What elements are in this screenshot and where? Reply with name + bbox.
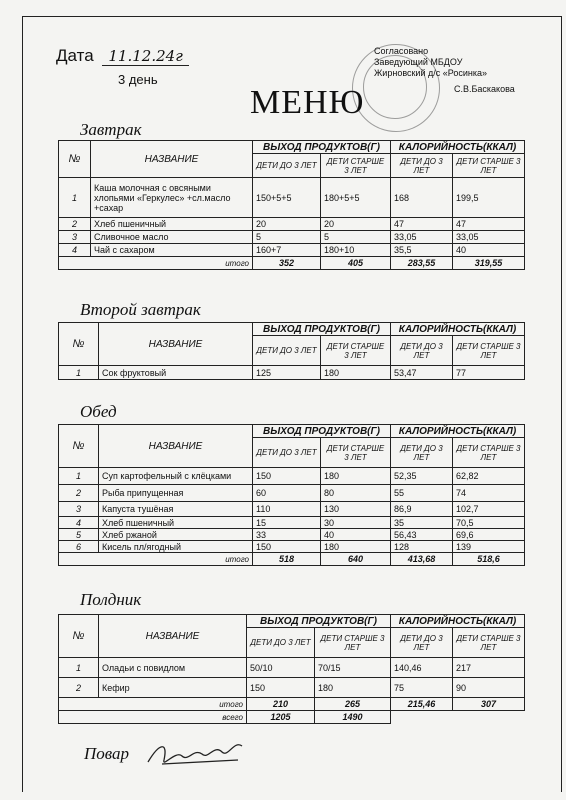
- dish-name: Хлеб ржаной: [99, 529, 253, 541]
- header-name: НАЗВАНИЕ: [99, 425, 253, 468]
- output-under3: 20: [253, 218, 321, 231]
- total-label: итого: [59, 257, 253, 270]
- grand-total-output-under3: 1205: [247, 711, 315, 724]
- header-name: НАЗВАНИЕ: [99, 615, 247, 658]
- header-under3: ДЕТИ ДО 3 ЛЕТ: [247, 628, 315, 658]
- row-number: 4: [59, 244, 91, 257]
- section-title-lunch: Обед: [80, 402, 117, 421]
- calories-over3: 199,5: [453, 178, 525, 218]
- calories-under3: 53,47: [391, 366, 453, 380]
- total-label: итого: [59, 698, 247, 711]
- section-title-snack: Полдник: [80, 590, 142, 609]
- breakfast-table: [58, 140, 525, 270]
- grand-total-label: всего: [59, 711, 247, 724]
- total-row: [59, 698, 525, 711]
- row-number: 4: [59, 517, 99, 529]
- row-number: 1: [59, 366, 99, 380]
- dish-name: Чай с сахаром: [91, 244, 253, 257]
- row-number: 2: [59, 218, 91, 231]
- row-number: 1: [59, 178, 91, 218]
- calories-under3: 35,5: [391, 244, 453, 257]
- calories-under3: 55: [391, 485, 453, 502]
- calories-over3: 77: [453, 366, 525, 380]
- dish-name: Суп картофельный с клёцками: [99, 468, 253, 485]
- table-row: [59, 678, 525, 698]
- row-number: 6: [59, 541, 99, 553]
- header-over3: ДЕТИ СТАРШЕ 3 ЛЕТ: [453, 438, 525, 468]
- dish-name: Хлеб пшеничный: [99, 517, 253, 529]
- total-calories-under3: 413,68: [391, 553, 453, 566]
- output-under3: 5: [253, 231, 321, 244]
- output-over3: 180: [321, 468, 391, 485]
- total-output-under3: 352: [253, 257, 321, 270]
- calories-over3: 40: [453, 244, 525, 257]
- date-value: 11.12.24г: [102, 47, 188, 66]
- output-over3: 80: [321, 485, 391, 502]
- header-under3: ДЕТИ ДО 3 ЛЕТ: [253, 438, 321, 468]
- cook-label: Повар: [84, 744, 130, 763]
- calories-under3: 56,43: [391, 529, 453, 541]
- header-over3: ДЕТИ СТАРШЕ 3 ЛЕТ: [453, 336, 525, 366]
- output-under3: 33: [253, 529, 321, 541]
- dish-name: Кисель пл/ягодный: [99, 541, 253, 553]
- output-over3: 5: [321, 231, 391, 244]
- calories-under3: 35: [391, 517, 453, 529]
- row-number: 2: [59, 678, 99, 698]
- header-under3: ДЕТИ ДО 3 ЛЕТ: [391, 438, 453, 468]
- total-calories-over3: 307: [453, 698, 525, 711]
- calories-over3: 69,6: [453, 529, 525, 541]
- output-over3: 40: [321, 529, 391, 541]
- approval-block: [374, 46, 515, 94]
- header-no: №: [59, 323, 99, 366]
- output-under3: 60: [253, 485, 321, 502]
- header-calories: КАЛОРИЙНОСТЬ(ККАЛ): [391, 425, 525, 438]
- dish-name: Хлеб пшеничный: [91, 218, 253, 231]
- signature-icon: [142, 734, 252, 774]
- header-over3: ДЕТИ СТАРШЕ 3 ЛЕТ: [453, 628, 525, 658]
- calories-over3: 62,82: [453, 468, 525, 485]
- total-row: [59, 257, 525, 270]
- row-number: 3: [59, 231, 91, 244]
- header-over3: ДЕТИ СТАРШЕ 3 ЛЕТ: [315, 628, 391, 658]
- header-under3: ДЕТИ ДО 3 ЛЕТ: [391, 336, 453, 366]
- approval-line: Жирновский д/с «Росинка»: [374, 68, 488, 78]
- total-row: [59, 553, 525, 566]
- header-over3: ДЕТИ СТАРШЕ 3 ЛЕТ: [321, 438, 391, 468]
- output-over3: 70/15: [315, 658, 391, 678]
- table-row: [59, 658, 525, 678]
- total-calories-over3: 518,6: [453, 553, 525, 566]
- calories-under3: 140,46: [391, 658, 453, 678]
- output-under3: 15: [253, 517, 321, 529]
- calories-over3: 139: [453, 541, 525, 553]
- table-row: [59, 517, 525, 529]
- grand-total-row: [59, 711, 525, 724]
- dish-name: Кефир: [99, 678, 247, 698]
- total-output-over3: 405: [321, 257, 391, 270]
- total-output-under3: 518: [253, 553, 321, 566]
- header-output: ВЫХОД ПРОДУКТОВ(Г): [253, 425, 391, 438]
- table-row: [59, 485, 525, 502]
- output-over3: 180+10: [321, 244, 391, 257]
- table-row: [59, 218, 525, 231]
- table-row: [59, 541, 525, 553]
- dish-name: Рыба припущенная: [99, 485, 253, 502]
- approval-line: Согласовано: [374, 46, 429, 56]
- calories-under3: 75: [391, 678, 453, 698]
- output-under3: 150: [253, 468, 321, 485]
- calories-over3: 90: [453, 678, 525, 698]
- header-output: ВЫХОД ПРОДУКТОВ(Г): [253, 323, 391, 336]
- output-over3: 180: [321, 366, 391, 380]
- calories-under3: 33,05: [391, 231, 453, 244]
- dish-name: Капуста тушёная: [99, 502, 253, 517]
- calories-over3: 47: [453, 218, 525, 231]
- header-under3: ДЕТИ ДО 3 ЛЕТ: [391, 628, 453, 658]
- table-row: [59, 231, 525, 244]
- row-number: 2: [59, 485, 99, 502]
- output-under3: 125: [253, 366, 321, 380]
- header-output: ВЫХОД ПРОДУКТОВ(Г): [247, 615, 391, 628]
- output-under3: 160+7: [253, 244, 321, 257]
- table-row: [59, 529, 525, 541]
- output-under3: 150+5+5: [253, 178, 321, 218]
- calories-under3: 128: [391, 541, 453, 553]
- dish-name: Каша молочная с овсяными хлопьями «Геркулес» +сл.масло +сахар: [91, 178, 253, 218]
- header-calories: КАЛОРИЙНОСТЬ(ККАЛ): [391, 141, 525, 154]
- output-over3: 180+5+5: [321, 178, 391, 218]
- page-title: МЕНЮ: [250, 84, 365, 121]
- total-calories-over3: 319,55: [453, 257, 525, 270]
- empty-cell: [453, 711, 525, 724]
- calories-over3: 74: [453, 485, 525, 502]
- header-calories: КАЛОРИЙНОСТЬ(ККАЛ): [391, 323, 525, 336]
- calories-under3: 52,35: [391, 468, 453, 485]
- calories-under3: 47: [391, 218, 453, 231]
- approval-name: С.В.Баскакова: [454, 84, 515, 94]
- calories-over3: 102,7: [453, 502, 525, 517]
- section-title-second-breakfast: Второй завтрак: [80, 300, 201, 319]
- row-number: 5: [59, 529, 99, 541]
- header-calories: КАЛОРИЙНОСТЬ(ККАЛ): [391, 615, 525, 628]
- row-number: 3: [59, 502, 99, 517]
- dish-name: Сок фруктовый: [99, 366, 253, 380]
- calories-over3: 70,5: [453, 517, 525, 529]
- empty-cell: [391, 711, 453, 724]
- date-label: Дата: [56, 46, 94, 65]
- header-name: НАЗВАНИЕ: [91, 141, 253, 178]
- lunch-table: [58, 424, 525, 566]
- second-breakfast-table: [58, 322, 525, 380]
- total-output-over3: 640: [321, 553, 391, 566]
- output-over3: 180: [315, 678, 391, 698]
- output-under3: 150: [247, 678, 315, 698]
- total-calories-under3: 215,46: [391, 698, 453, 711]
- day-label: 3 день: [118, 72, 158, 87]
- table-row: [59, 244, 525, 257]
- calories-over3: 33,05: [453, 231, 525, 244]
- header-over3: ДЕТИ СТАРШЕ 3 ЛЕТ: [321, 336, 391, 366]
- header-no: №: [59, 615, 99, 658]
- header-under3: ДЕТИ ДО 3 ЛЕТ: [391, 154, 453, 178]
- row-number: 1: [59, 468, 99, 485]
- output-over3: 20: [321, 218, 391, 231]
- header-over3: ДЕТИ СТАРШЕ 3 ЛЕТ: [321, 154, 391, 178]
- output-over3: 30: [321, 517, 391, 529]
- table-row: [59, 366, 525, 380]
- dish-name: Сливочное масло: [91, 231, 253, 244]
- calories-over3: 217: [453, 658, 525, 678]
- total-output-over3: 265: [315, 698, 391, 711]
- section-title-breakfast: Завтрак: [80, 120, 142, 139]
- row-number: 1: [59, 658, 99, 678]
- calories-under3: 86,9: [391, 502, 453, 517]
- total-output-under3: 210: [247, 698, 315, 711]
- snack-table: [58, 614, 525, 724]
- output-over3: 180: [321, 541, 391, 553]
- total-label: итого: [59, 553, 253, 566]
- header-over3: ДЕТИ СТАРШЕ 3 ЛЕТ: [453, 154, 525, 178]
- table-row: [59, 178, 525, 218]
- header-no: №: [59, 425, 99, 468]
- grand-total-output-over3: 1490: [315, 711, 391, 724]
- calories-under3: 168: [391, 178, 453, 218]
- table-row: [59, 468, 525, 485]
- output-under3: 150: [253, 541, 321, 553]
- approval-line: Заведующий МБДОУ: [374, 57, 463, 67]
- header-name: НАЗВАНИЕ: [99, 323, 253, 366]
- output-over3: 130: [321, 502, 391, 517]
- dish-name: Оладьи с повидлом: [99, 658, 247, 678]
- header-under3: ДЕТИ ДО 3 ЛЕТ: [253, 336, 321, 366]
- output-under3: 110: [253, 502, 321, 517]
- total-calories-under3: 283,55: [391, 257, 453, 270]
- header-output: ВЫХОД ПРОДУКТОВ(Г): [253, 141, 391, 154]
- header-under3: ДЕТИ ДО 3 ЛЕТ: [253, 154, 321, 178]
- output-under3: 50/10: [247, 658, 315, 678]
- date-line: [56, 46, 189, 66]
- header-no: №: [59, 141, 91, 178]
- table-row: [59, 502, 525, 517]
